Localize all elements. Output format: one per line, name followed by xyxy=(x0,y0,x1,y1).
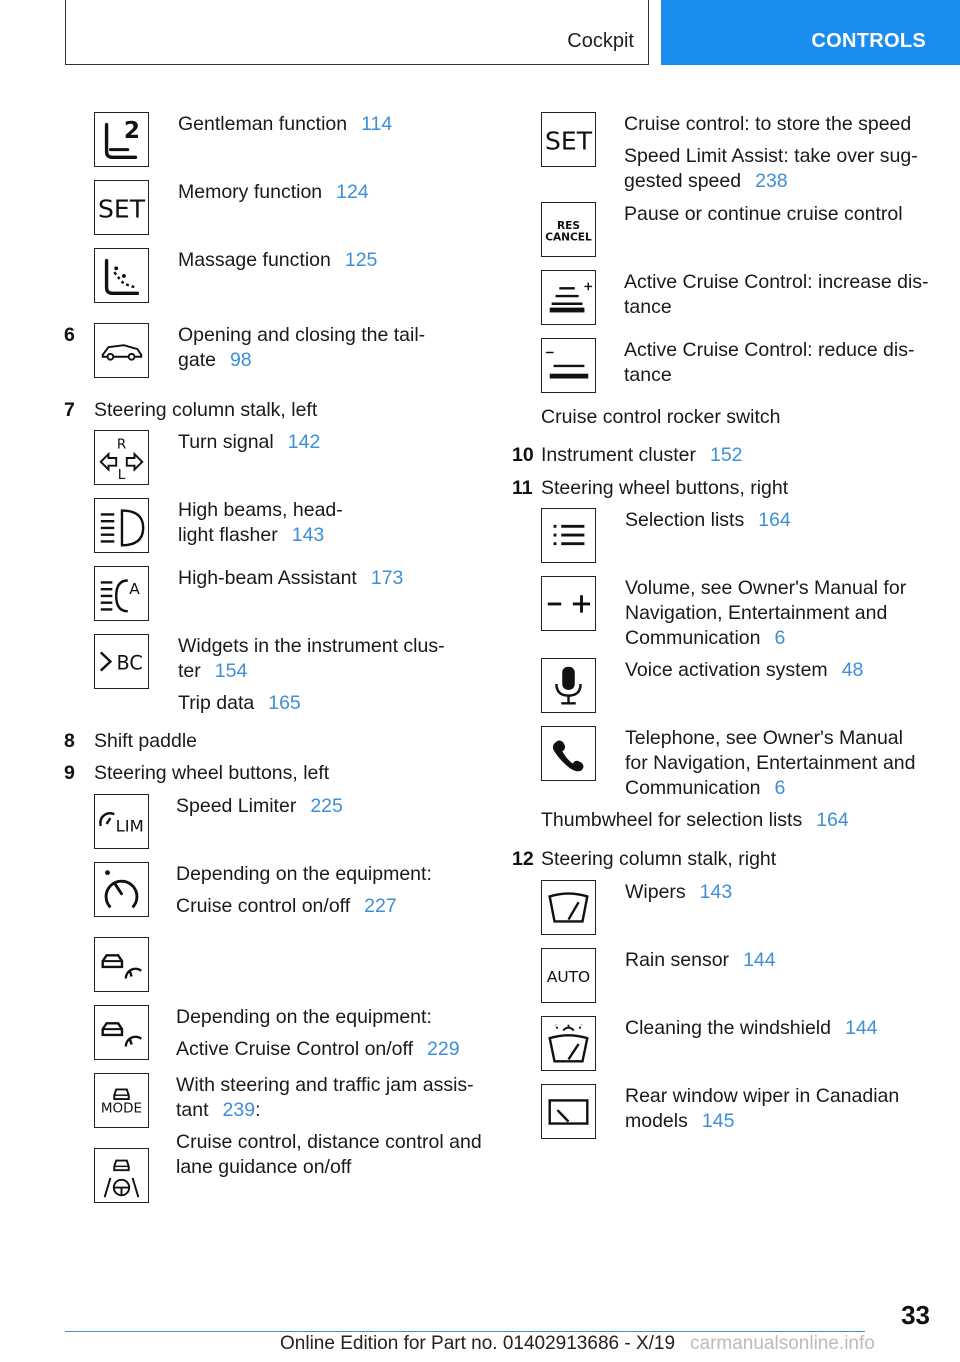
hba-a-label: A xyxy=(129,579,140,598)
cruise-control-onoff-text xyxy=(176,862,432,919)
cruise-control-icon xyxy=(94,862,149,917)
acc-increase-distance-icon xyxy=(541,270,596,325)
high-beam-page-link[interactable]: 143 xyxy=(291,524,325,546)
cruise-onoff-page-link[interactable]: 227 xyxy=(364,895,397,917)
gentleman-page-link[interactable]: 114 xyxy=(361,113,393,135)
shift-paddle-text: Shift paddle xyxy=(94,730,197,752)
steering-traffic-jam-text xyxy=(176,1073,474,1123)
steering-stalk-left-heading: Steering column stalk, left xyxy=(94,399,318,421)
trip-data-text xyxy=(178,691,301,716)
chapter-tab-label: CONTROLS xyxy=(811,30,926,52)
telephone-line3: Communication xyxy=(625,777,761,799)
windshield-washer-icon xyxy=(541,1016,596,1071)
item-number-12: 12 xyxy=(512,848,534,870)
high-beam-assistant-text xyxy=(178,566,403,591)
mode-line2: tant xyxy=(176,1099,209,1121)
cruise-set-line3: gested speed xyxy=(624,170,742,192)
mode-icon xyxy=(94,1073,149,1128)
res-label: RES xyxy=(556,220,581,233)
trip-data-page-link[interactable]: 165 xyxy=(268,692,301,714)
cruise-set-line2: Speed Limit Assist: take over sug- xyxy=(624,145,918,167)
active-cruise-onoff-icon xyxy=(94,1005,149,1060)
lane-line1: Cruise control, distance control and xyxy=(176,1131,482,1153)
chapter-tab[interactable] xyxy=(661,0,960,65)
telephone-line1: Telephone, see Owner's Manual xyxy=(625,727,903,749)
acc-onoff-page-link[interactable]: 229 xyxy=(427,1038,460,1060)
item-number-8: 8 xyxy=(64,730,75,752)
rear-wiper-line2: models xyxy=(625,1110,688,1132)
voice-activation-text xyxy=(625,658,863,683)
lane-guidance-icon xyxy=(94,1148,149,1203)
high-beam-text xyxy=(178,498,343,548)
bc-widget-icon xyxy=(94,634,149,689)
gentleman-label: Gentleman function xyxy=(178,113,348,135)
high-beam-line2: light flasher xyxy=(178,524,278,546)
rear-wiper-page-link[interactable]: 145 xyxy=(701,1110,735,1132)
tailgate-line1: Opening and closing the tail- xyxy=(178,324,426,346)
wipers-page-link[interactable]: 143 xyxy=(699,881,733,903)
cruise-onoff-label: Cruise control on/off xyxy=(176,895,351,917)
massage-label: Massage function xyxy=(178,249,331,271)
wipers-label: Wipers xyxy=(625,881,686,903)
cruise-set-page-link[interactable]: 238 xyxy=(755,170,788,192)
set-label: SET xyxy=(97,194,146,224)
acc-reduce-distance-icon xyxy=(541,338,596,393)
item-number-9: 9 xyxy=(64,762,75,784)
acc-equip-line: Depending on the equipment: xyxy=(176,1006,432,1028)
telephone-line2: for Navigation, Entertainment and xyxy=(625,752,916,774)
telephone-icon xyxy=(541,726,596,781)
volume-text xyxy=(625,576,906,651)
memory-function-text xyxy=(178,180,369,205)
wipers-icon xyxy=(541,880,596,935)
header-box xyxy=(65,0,649,65)
tailgate-car-icon xyxy=(94,323,149,378)
mode-label: MODE xyxy=(100,1100,143,1117)
cleaning-windshield-label: Cleaning the windshield xyxy=(625,1017,831,1039)
wipers-text xyxy=(625,880,732,905)
page-number: 33 xyxy=(901,1300,930,1330)
acc-reduce-line1: Active Cruise Control: reduce dis- xyxy=(624,339,915,361)
turn-signal-page-link[interactable]: 142 xyxy=(287,431,321,453)
watermark-text: carmanualsonline.info xyxy=(690,1333,875,1354)
cruise-set-line1: Cruise control: to store the speed xyxy=(624,113,912,135)
widgets-text xyxy=(178,634,445,684)
high-beam-assistant-icon xyxy=(94,566,149,621)
high-beam-assistant-page-link[interactable]: 173 xyxy=(370,567,404,589)
tailgate-text xyxy=(178,323,425,373)
massage-seat-icon xyxy=(94,248,149,303)
volume-line2: Navigation, Entertainment and xyxy=(625,602,888,624)
rear-wiper-text xyxy=(625,1084,899,1134)
high-beam-assistant-label: High-beam Assistant xyxy=(178,567,357,589)
speed-limiter-page-link[interactable]: 225 xyxy=(310,795,343,817)
memory-page-link[interactable]: 124 xyxy=(336,181,369,203)
auto-label: AUTO xyxy=(546,967,591,986)
rain-sensor-auto-icon xyxy=(541,948,596,1003)
lane-line2: lane guidance on/off xyxy=(176,1156,352,1178)
steering-buttons-left-heading: Steering wheel buttons, left xyxy=(94,762,330,784)
lane-guidance-text xyxy=(176,1130,482,1180)
item-number-11: 11 xyxy=(512,477,533,499)
turn-l-label: L xyxy=(117,467,126,484)
acc-increase-line1: Active Cruise Control: increase dis- xyxy=(624,271,929,293)
tailgate-page-link[interactable]: 98 xyxy=(229,349,252,371)
high-beam-line1: High beams, head- xyxy=(178,499,343,521)
speed-limiter-label: Speed Limiter xyxy=(176,795,297,817)
rear-wiper-icon xyxy=(541,1084,596,1139)
mode-line1: With steering and traffic jam assis- xyxy=(176,1074,474,1096)
tailgate-line2: gate xyxy=(178,349,216,371)
gentleman-seat-icon xyxy=(94,112,149,167)
cruise-set-text xyxy=(624,112,918,194)
memory-label: Memory function xyxy=(178,181,323,203)
trip-data-label: Trip data xyxy=(178,692,255,714)
volume-line1: Volume, see Owner's Manual for xyxy=(625,577,907,599)
thumbwheel-text xyxy=(541,808,849,833)
cleaning-windshield-text xyxy=(625,1016,878,1041)
widgets-page-link[interactable]: 154 xyxy=(214,660,248,682)
active-cruise-icon xyxy=(94,937,149,992)
memory-set-icon xyxy=(94,180,149,235)
mode-suffix: : xyxy=(255,1099,261,1121)
volume-icon xyxy=(541,576,596,631)
rocker-switch-text: Cruise control rocker switch xyxy=(541,406,781,428)
volume-page-link[interactable]: 6 xyxy=(774,627,786,649)
acc-onoff-label: Active Cruise Control on/off xyxy=(176,1038,413,1060)
speed-limiter-icon xyxy=(94,794,149,849)
active-cruise-onoff-text xyxy=(176,1005,460,1062)
mode-page-link[interactable]: 239 xyxy=(222,1099,256,1121)
cancel-label: CANCEL xyxy=(545,231,592,244)
steering-stalk-right-heading: Steering column stalk, right xyxy=(541,848,777,870)
voice-activation-icon xyxy=(541,658,596,713)
turn-signal-icon xyxy=(94,430,149,485)
item-number-7: 7 xyxy=(64,399,75,421)
telephone-page-link[interactable]: 6 xyxy=(774,777,786,799)
section-title: Cockpit xyxy=(567,30,634,52)
rear-wiper-line1: Rear window wiper in Canadian xyxy=(625,1085,900,1107)
cruise-set-icon xyxy=(541,112,596,167)
voice-activation-label: Voice activation system xyxy=(625,659,828,681)
rain-sensor-label: Rain sensor xyxy=(625,949,730,971)
telephone-text xyxy=(625,726,916,801)
thumbwheel-page-link[interactable]: 164 xyxy=(816,809,849,831)
pause-continue-text: Pause or continue cruise control xyxy=(624,203,903,225)
item-number-6: 6 xyxy=(64,324,75,346)
cleaning-windshield-page-link[interactable]: 144 xyxy=(844,1017,878,1039)
seat-number-label: 2 xyxy=(123,118,141,145)
selection-lists-label: Selection lists xyxy=(625,509,745,531)
speed-limiter-text xyxy=(176,794,343,819)
selection-lists-page-link[interactable]: 164 xyxy=(758,509,791,531)
acc-increase-text xyxy=(624,270,929,320)
rain-sensor-page-link[interactable]: 144 xyxy=(743,949,776,971)
bc-label: BC xyxy=(116,651,143,675)
gentleman-function-text xyxy=(178,112,392,137)
lim-label: LIM xyxy=(115,816,144,836)
high-beam-icon xyxy=(94,498,149,553)
item-number-10: 10 xyxy=(512,444,534,466)
acc-reduce-text xyxy=(624,338,914,388)
footer-divider xyxy=(65,1331,865,1332)
selection-list-icon xyxy=(541,508,596,563)
instrument-cluster-label: Instrument cluster xyxy=(541,444,696,466)
voice-activation-page-link[interactable]: 48 xyxy=(841,659,864,681)
massage-page-link[interactable]: 125 xyxy=(344,249,378,271)
edition-text: Online Edition for Part no. 01402913686 - X/19 xyxy=(280,1333,676,1354)
steering-buttons-right-heading: Steering wheel buttons, right xyxy=(541,477,789,499)
turn-signal-text xyxy=(178,430,320,455)
volume-line3: Communication xyxy=(625,627,761,649)
widgets-line2: ter xyxy=(178,660,201,682)
rain-sensor-text xyxy=(625,948,776,973)
res-cancel-icon xyxy=(541,202,596,257)
thumbwheel-label: Thumbwheel for selection lists xyxy=(541,809,803,831)
instrument-cluster-text xyxy=(541,443,743,468)
selection-lists-text xyxy=(625,508,791,533)
massage-function-text xyxy=(178,248,377,273)
acc-increase-line2: tance xyxy=(624,296,672,318)
acc-reduce-line2: tance xyxy=(624,364,672,386)
widgets-line1: Widgets in the instrument clus- xyxy=(178,635,445,657)
turn-r-label: R xyxy=(116,436,127,453)
turn-signal-label: Turn signal xyxy=(178,431,274,453)
cruise-set-label: SET xyxy=(544,126,593,156)
instrument-cluster-page-link[interactable]: 152 xyxy=(709,444,743,466)
cruise-equip-line: Depending on the equipment: xyxy=(176,863,432,885)
